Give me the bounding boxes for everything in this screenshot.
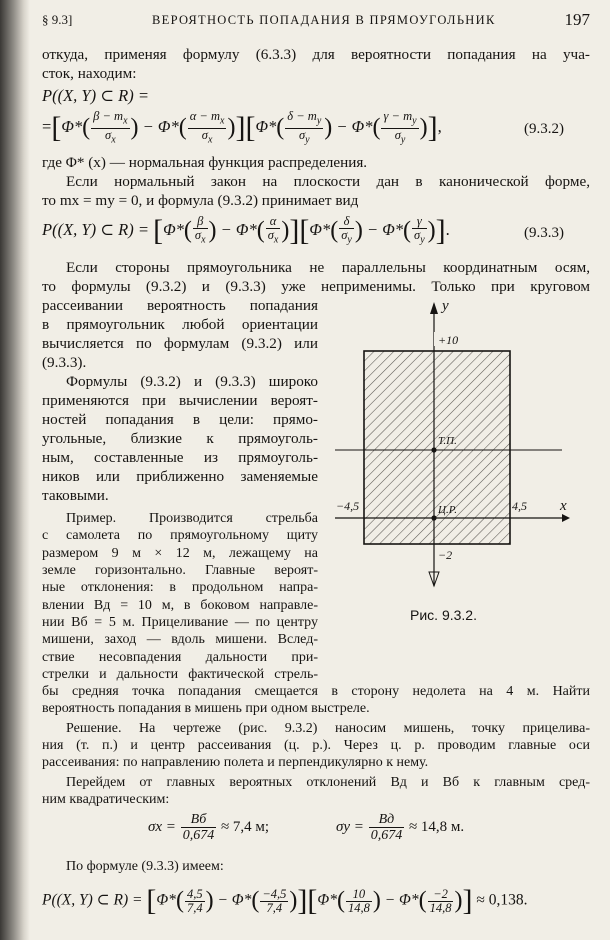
formula-lhs: P((X, Y) ⊂ R) =	[42, 86, 149, 105]
text-line: (9.3.3).	[42, 354, 87, 371]
dispersion-center-label: Ц.Р.	[438, 504, 458, 516]
equation-number: (9.3.2)	[524, 121, 564, 137]
text-line: откуда, применяя формулу (6.3.3) для вероятности попадания на уча-	[42, 46, 590, 63]
frac-num: −2	[428, 888, 454, 902]
text-line: таковыми.	[42, 487, 109, 504]
text-line: Если стороны прямоугольника не параллельны координатным осям,	[66, 259, 590, 276]
text-line: Пример. Производится стрельба	[66, 511, 318, 526]
text-line: ным, составленные из прямоуголь-	[42, 449, 318, 466]
frac-den: 7,4	[266, 900, 283, 915]
frac-den: 14,8	[347, 900, 370, 915]
sigma-x-lhs: σx =	[148, 818, 176, 835]
text-line: где Φ* (x) — нормальная функция распределения.	[42, 154, 368, 171]
text-line: размером 9 м × 12 м, лежащему на	[42, 546, 318, 561]
text-line: ствие несовпадения дальности при-	[42, 650, 318, 665]
aim-point-marker	[431, 447, 436, 452]
text-line: то mx = my = 0, и формула (9.3.2) принимает вид	[42, 192, 359, 209]
text-line: ним квадратическим:	[42, 792, 170, 807]
text-line: стрелки и дальности фактической стрель-	[42, 667, 318, 682]
text-line: ностей попадания в цели: прямо-	[42, 411, 318, 428]
text-line: рассеивания: по направлению полета и перпендикулярно к нему.	[42, 755, 429, 770]
text-line: ников или приближенно заменяемые	[42, 468, 318, 485]
sigma-y-rhs: ≈ 14,8 м.	[408, 818, 465, 835]
text-line: Формулы (9.3.2) и (9.3.3) широко	[66, 373, 318, 390]
text-line: земле горизонтально. Главные вероят-	[42, 563, 318, 578]
sigma-y-lhs: σy =	[336, 818, 364, 835]
sigma-y-num: Bд	[369, 812, 405, 828]
sigma-x-num: Bб	[181, 812, 217, 828]
running-title: ВЕРОЯТНОСТЬ ПОПАДАНИЯ В ПРЯМОУГОЛЬНИК	[152, 13, 496, 27]
y-axis-label: y	[442, 298, 449, 314]
x-axis-arrow-icon	[562, 514, 570, 522]
sigma-y-formula	[336, 812, 464, 843]
text-line: применяются при вычислении вероят-	[42, 392, 318, 409]
sigma-x-rhs: ≈ 7,4 м;	[220, 818, 270, 835]
final-lhs: P((X, Y) ⊂ R) =	[42, 891, 143, 909]
sigma-x-formula	[148, 812, 269, 843]
formula-9-3-3: P((X, Y) ⊂ R) = [Φ*( $\frac{\beta}{\sigma_x}$ ) − Φ*( $\frac{\alpha}{\sigma_x}$ )][Φ*( $\frac{\delta}{\sigma_y}$ ) − Φ*( $\frac{\gamma}{\sigma_y}$ )].	[42, 214, 450, 247]
text-line: сток, находим:	[42, 65, 137, 82]
equation-number: (9.3.3)	[524, 225, 564, 241]
text-line: По формуле (9.3.3) имеем:	[66, 859, 224, 874]
figure-caption: Рис. 9.3.2.	[410, 607, 477, 623]
text-line: то формулы (9.3.2) и (9.3.3) уже неприменимы. Только при круговом	[42, 278, 590, 295]
text-line: нии Bб = 5 м. Прицеливание — по центру	[42, 615, 318, 630]
final-formula: P((X, Y) ⊂ R) = [Φ*( $\frac{4,5}{7,4}$ ) − Φ*( $\frac{-4,5}{7,4}$ )][Φ*( $\frac{10}{14,8}$ ) − Φ*( $\frac{-2}{14,8}$ )] ≈ 0,138.	[42, 884, 528, 917]
text-line: Если нормальный закон на плоскости дан в канонической форме,	[66, 173, 590, 190]
text-line: ния (т. п.) и центр рассеивания (ц. р.). Через ц. р. проводим главные оси	[42, 738, 590, 753]
dispersion-center-marker	[431, 515, 436, 520]
tick-left-label: −4,5	[336, 499, 360, 513]
page-binding-shadow	[0, 0, 30, 940]
text-line: рассеивании вероятность попадания	[42, 297, 318, 314]
text-line: ные отклонения: в продольном напра-	[42, 580, 318, 595]
tick-bottom-label: −2	[438, 548, 453, 562]
sigma-y-den: 0,674	[370, 828, 403, 843]
page-number: 197	[564, 10, 590, 29]
frac-den: 7,4	[186, 900, 203, 915]
sigma-x-den: 0,674	[182, 828, 215, 843]
frac-num: 10	[346, 888, 372, 902]
text-line: в прямоугольник любой ориентации	[42, 316, 318, 333]
text-line: Решение. На чертеже (рис. 9.3.2) наносим мишень, точку прицелива-	[66, 721, 590, 736]
text-line: вероятность попадания в мишень при одном выстреле.	[42, 701, 370, 716]
aim-point-label: Т.П.	[438, 435, 457, 447]
target-diagram	[330, 296, 580, 596]
frac-den: 14,8	[429, 900, 452, 915]
formula-9-3-2: =[Φ*( $\frac{\beta - m_x}{\sigma_x}$ ) − Φ*( $\frac{\alpha - m_x}{\sigma_x}$ )][Φ*( $\frac{\delta - m_y}{\sigma_y}$ ) − Φ*( $\frac{\gamma - m_y}{\sigma_y}$ )],	[42, 109, 442, 145]
running-header	[42, 10, 590, 32]
frac-num: 4,5	[186, 886, 203, 901]
target-rectangle	[364, 351, 510, 544]
text-line: влении Bд = 10 м, в боковом направле-	[42, 598, 318, 613]
final-result: ≈ 0,138.	[476, 891, 528, 909]
tick-right-label: 4,5	[512, 499, 527, 513]
text-line: бы средняя точка попадания смещается в сторону недолета на 4 м. Найти	[42, 684, 590, 699]
y-axis-arrow-icon	[430, 302, 438, 314]
x-axis-label: x	[560, 498, 567, 514]
text-line: с самолета по прямоугольному щиту	[42, 528, 318, 543]
tick-top-label: +10	[438, 333, 459, 347]
text-line: мишени, заход — вдоль мишени. Вслед-	[42, 632, 318, 647]
section-number: § 9.3]	[42, 12, 73, 27]
frac-num: −4,5	[262, 886, 287, 901]
text-line: вычисляется по формулам (9.3.2) или	[42, 335, 318, 352]
text-line: угольные, близкие к прямоуголь-	[42, 430, 318, 447]
text-line: Перейдем от главных вероятных отклонений Bд и Bб к главным сред-	[66, 775, 590, 790]
